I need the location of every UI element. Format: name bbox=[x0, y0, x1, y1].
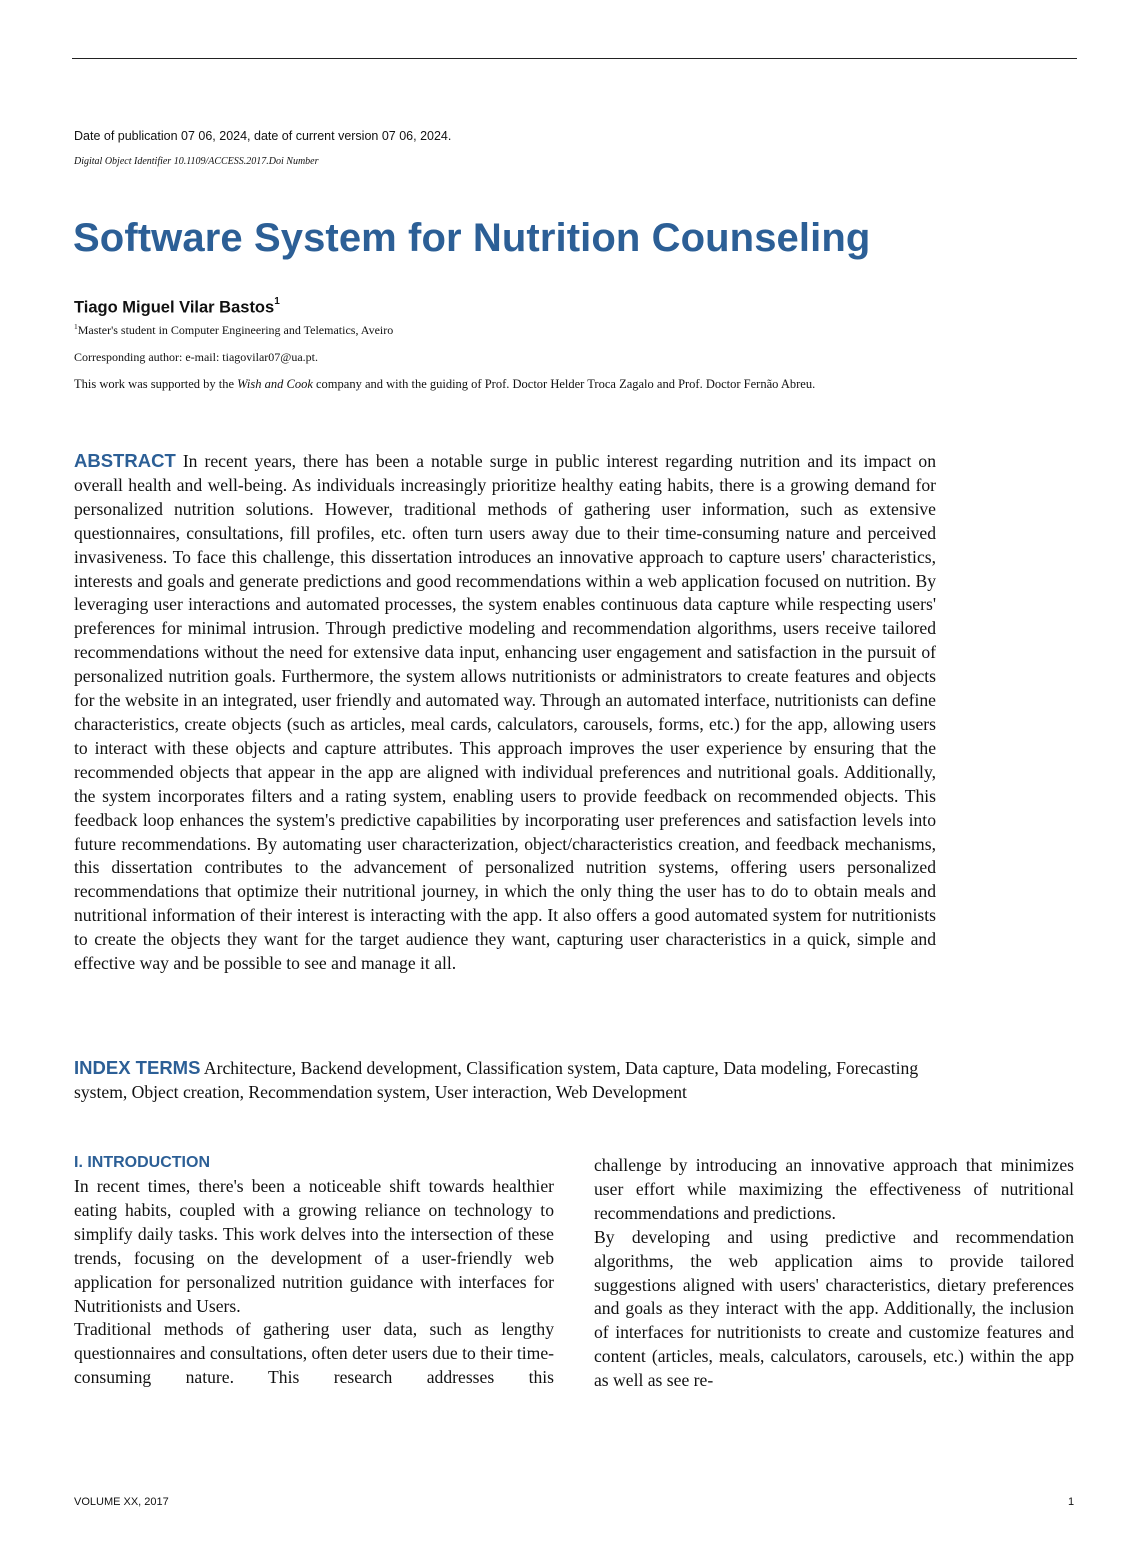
right-column bbox=[594, 1154, 1074, 1393]
funding-company: Wish and Cook bbox=[237, 377, 313, 391]
publication-date: Date of publication 07 06, 2024, date of current version 07 06, 2024. bbox=[74, 129, 452, 143]
doi: Digital Object Identifier 10.1109/ACCESS.2017.Doi Number bbox=[74, 156, 319, 167]
author-name bbox=[74, 298, 280, 318]
section-heading-introduction: I. INTRODUCTION bbox=[74, 1154, 210, 1171]
funding-after: company and with the guiding of Prof. Doctor Helder Troca Zagalo and Prof. Doctor Fernão Abreu. bbox=[312, 377, 816, 391]
intro-paragraph-1: In recent times, there's been a noticeable shift towards healthier eating habits, coupled with a growing reliance on technology to simplify daily tasks. This work delves into the intersection of these trends, focusing on the development of a user-friendly web application for personalized nutrition guidance with interfaces for Nutritionists and Users. bbox=[74, 1176, 554, 1316]
index-terms-label: INDEX TERMS bbox=[74, 1057, 201, 1078]
left-column bbox=[74, 1152, 554, 1390]
top-rule bbox=[72, 58, 1077, 59]
paper-title: Software System for Nutrition Counseling bbox=[73, 216, 871, 260]
index-terms-text: Architecture, Backend development, Classification system, Data capture, Data modeling, Forecasting system, Object creation, Recommendation system, User interaction, Web Development bbox=[74, 1058, 919, 1102]
funding-note bbox=[74, 377, 815, 392]
footer-page-number: 1 bbox=[1068, 1496, 1075, 1508]
abstract-label: ABSTRACT bbox=[74, 450, 176, 471]
author-name-text: Tiago Miguel Vilar Bastos bbox=[74, 298, 275, 317]
affiliation-superscript: 1 bbox=[74, 322, 78, 331]
footer-volume: VOLUME XX, 2017 bbox=[74, 1496, 169, 1508]
abstract-text: In recent years, there has been a notable surge in public interest regarding nutrition and its impact on overall health and well-being. As individuals increasingly prioritize healthy eating habits, there is a growing demand for personalized nutrition solutions. However, traditional methods of gathering user information, such as extensive questionnaires, consultations, fill profiles, etc. often turn users away due to their time-consuming nature and perceived invasiveness. To face this challenge, this dissertation introduces an innovative approach to capture users' characteristics, interests and goals and generate predictions and good recommendations within a web application focused on nutrition. By leveraging user interactions and automated processes, the system enables continuous data capture while respecting users' preferences for minimal intrusion. Through predictive modeling and recommendation algorithms, users receive tailored recommendations without the need for extensive data input, enhancing user engagement and satisfaction in the pursuit of personalized nutrition goals. Furthermore, the system allows nutritionists or administrators to create features and objects for the website in an integrated, user friendly and automated way. Through an automated interface, nutritionists can define characteristics, create objects (such as articles, meal cards, calculators, carousels, forms, etc.) for the app, allowing users to interact with these objects and capture attributes. This approach improves the user experience by ensuring that the recommended objects that appear in the app are aligned with individual preferences and nutritional goals. Additionally, the system incorporates filters and a rating system, enabling users to provide feedback on recommended objects. This feedback loop enhances the system's predictive capabilities by incorporating user preferences and satisfaction levels into future recommendations. By automating user characterization, object/characteristics creation, and feedback mechanisms, this dissertation contributes to the advancement of personalized nutrition systems, offering users personalized recommendations that optimize their nutritional journey, in which the only thing the user has to do to obtain meals and nutritional information of their interest is interacting with the app. It also offers a good automated system for nutritionists to create the objects they want for the target audience they want, capturing user characteristics in a quick, simple and effective way and be possible to see and manage it all. bbox=[74, 451, 936, 974]
corresponding-author: Corresponding author: e-mail: tiagovilar07@ua.pt. bbox=[74, 350, 318, 364]
intro-paragraph-2: Traditional methods of gathering user data, such as lengthy questionnaires and consultations, often deter users due to their time-consuming nature. This research addresses this bbox=[74, 1319, 554, 1388]
author-affiliation bbox=[74, 322, 393, 338]
index-terms bbox=[74, 1056, 944, 1104]
intro-paragraph-3: By developing and using predictive and recommendation algorithms, the web application aims to provide tailored suggestions aligned with users' characteristics, dietary preferences and goals as they interact with the app. Additionally, the inclusion of interfaces for nutritionists to create and customize features and content (articles, meals, calculators, carousels, etc.) within the app as well as see re- bbox=[594, 1226, 1074, 1391]
abstract bbox=[74, 449, 936, 976]
author-superscript: 1 bbox=[274, 296, 280, 307]
funding-before: This work was supported by the bbox=[74, 377, 238, 391]
affiliation-text: Master's student in Computer Engineering and Telematics, Aveiro bbox=[77, 323, 394, 337]
intro-paragraph-2-continued: challenge by introducing an innovative approach that minimizes user effort while maximizing the effectiveness of nutritional recommendations and predictions. bbox=[594, 1155, 1074, 1223]
